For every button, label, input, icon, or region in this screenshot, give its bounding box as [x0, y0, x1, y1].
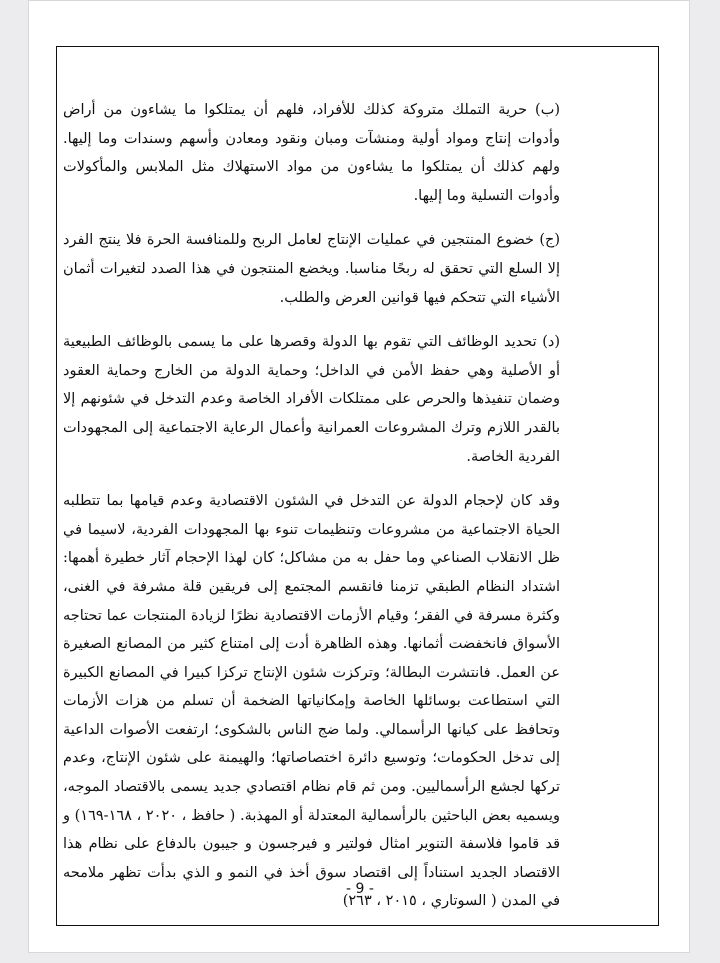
- paragraph-b: (ب) حرية التملك متروكة كذلك للأفراد، فلهم أن يمتلكوا ما يشاءون من أراض وأدوات إنتاج ومواد أولية ومنشآت ومبان ونقود ومعادن وأسهم وسندات وما إليها. ولهم كذلك أن يمتلكوا ما يشاءون من مواد الاستهلاك مثل الملابس والمأكولات وأدوات التسلية وما إليها.: [63, 102, 560, 204]
- paragraph-d: (د) تحديد الوظائف التي تقوم بها الدولة وقصرها على ما يسمى بالوظائف الطبيعية أو الأصلية وهي حفظ الأمن في الداخل؛ وحماية الدولة من الخارج وحماية العقود وضمان تنفيذها والحرص على ممتلكات الأفراد الخاصة وعدم التدخل في شئونهم إلا بالقدر اللازم وترك المشروعات العمرانية وأعمال الرعاية الاجتماعية إلى المجهودات الفردية الخاصة.: [63, 334, 560, 465]
- document-page: [28, 0, 690, 953]
- document-body: [63, 96, 560, 916]
- paragraph-c: (ج) خضوع المنتجين في عمليات الإنتاج لعامل الربح وللمنافسة الحرة فلا ينتج الفرد إلا السلع التي تحقق له ربحًا مناسبا. ويخضع المنتجون في هذا الصدد لتغيرات أثمان الأشياء التي تتحكم فيها قوانين العرض والطلب.: [63, 232, 560, 306]
- page-number: - 9 -: [346, 881, 374, 897]
- paragraph-main: وقد كان لإحجام الدولة عن التدخل في الشئون الاقتصادية وعدم قيامها بما تتطلبه الحياة الاجتماعية من مشروعات وتنظيمات تنوء بها المجهودات الفردية، لاسيما في ظل الانقلاب الصناعي وما حفل به من مشاكل؛ كان لهذا الإحجام آثار خطيرة أهمها: اشتداد النظام الطبقي تزمنا فانقسم المجتمع إلى فريقين قلة مشرفة في الغنى، وكثرة مسرفة في الفقر؛ وقيام الأزمات الاقتصادية نظرًا لزيادة المنتجات عما تحتاجه الأسواق فانخفضت أثمانها. وهذه الظاهرة أدت إلى امتناع كثير من المصانع الصغيرة عن العمل. فانتشرت البطالة؛ وتركزت شئون الإنتاج تركزا كبيرا في المصانع الكبيرة التي استطاعت بوسائلها الخاصة وإمكانياتها الضخمة أن تسلم من هزات الأزمات وتحافظ على كيانها الرأسمالي. ولما ضج الناس بالشكوى؛ ارتفعت الأصوات الداعية إلى تدخل الحكومات؛ وتوسيع دائرة اختصاصاتها؛ والهيمنة على شئون الإنتاج، وعدم تركها لجشع الرأسماليين. ومن ثم قام نظام اقتصادي جديد يسمى بالاقتصاد الموجه، ويسميه بعض الباحثين بالرأسمالية المعتدلة أو المهذبة. ( حافظ ، ٢٠٢٠ ، ١٦٨-١٦٩) و قد قاموا فلاسفة التنوير امثال فولتير و فيرجسون و جيبون بالدفاع على نظام هذا الاقتصاد الجديد استناداً إلى اقتصاد سوق أخذ في النمو و الذي بدأت تظهر ملامحه في المدن ( السوتاري ، ٢٠١٥ ، ٢٦٣): [63, 493, 560, 910]
